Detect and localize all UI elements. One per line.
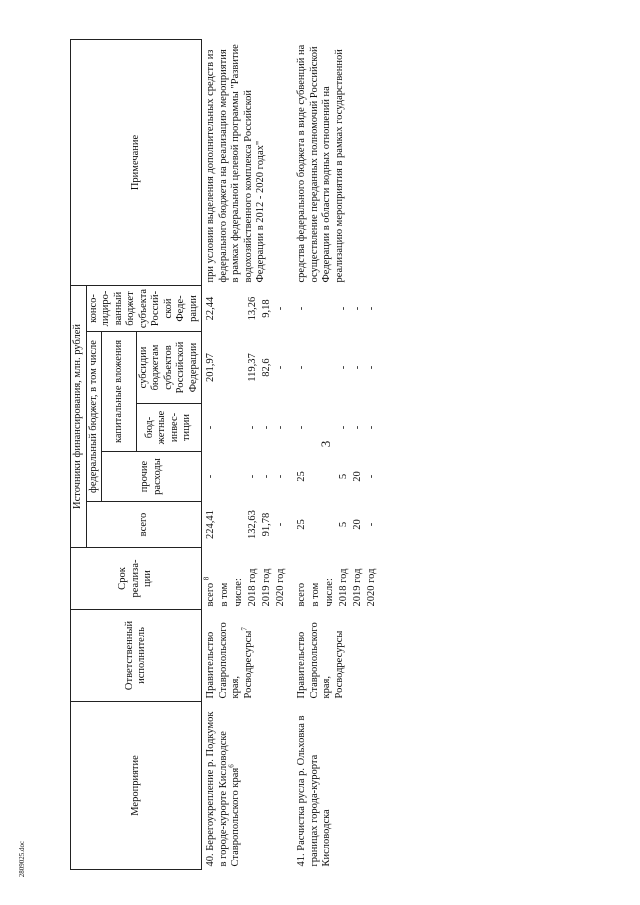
measure-text: 40. Берегоукрепление р. Подкумок в городе-курорте Кисловодске Ставропольского края (205, 711, 241, 867)
value: - (366, 522, 377, 527)
term-line (366, 551, 380, 607)
value: 5 (338, 473, 349, 480)
value: - (275, 522, 286, 527)
footnote-mark: 6 (227, 764, 236, 768)
term-text: 2019 год (261, 568, 272, 607)
value: - (296, 365, 307, 370)
term-text: 2020 год (366, 568, 377, 607)
executor-text: Правительство Ставропольского края, Росводресурсы (296, 622, 345, 699)
header-note: Примечание (71, 39, 202, 285)
value (233, 335, 247, 401)
term-line (310, 551, 324, 607)
table-row (202, 39, 294, 869)
value (219, 455, 233, 499)
value (324, 288, 338, 328)
header-capital: капитальные вложения (102, 332, 137, 452)
term-line (261, 551, 275, 607)
note-cell: при условии выделения дополнительных средств из федерального бюджета на реализацию мероприятия в рамках федеральной целевой программы "Развитие водохозяйственного комплекса Российской Федерации в 2012 - 2020 годах" (202, 39, 294, 285)
value: - (261, 474, 272, 479)
term-cell (293, 548, 384, 610)
value: 82,6 (261, 358, 272, 377)
value: - (366, 365, 377, 370)
value: 20 (352, 471, 363, 482)
value: - (352, 365, 363, 370)
term-line (219, 551, 233, 607)
value: - (275, 474, 286, 479)
term-text: всего (296, 582, 307, 607)
value: - (205, 474, 216, 479)
term-line (338, 551, 352, 607)
term-text: 2018 год (338, 568, 349, 607)
term-line (296, 551, 310, 607)
total-cell (202, 502, 294, 548)
subsidies-cell (202, 332, 294, 404)
value (219, 335, 233, 401)
header-total: всего (86, 502, 202, 548)
header-measure: Мероприятие (71, 702, 202, 870)
value: - (338, 306, 349, 311)
value (310, 335, 324, 401)
executor-cell (293, 610, 384, 702)
value: - (275, 306, 286, 311)
value (324, 455, 338, 499)
table-body (202, 39, 385, 869)
executor-cell (202, 610, 294, 702)
subsidies-cell (293, 332, 384, 404)
header-consolidated: консо- лидиро- ванный бюджет субъекта Россий- ской Феде- рации (86, 285, 202, 331)
page-number: 3 (318, 440, 333, 448)
value (233, 505, 247, 545)
term-text: 2018 год (247, 568, 258, 607)
value: 13,26 (247, 296, 258, 321)
value: 9,18 (261, 299, 272, 318)
term-text: в том (310, 582, 321, 607)
value (219, 505, 233, 545)
rotated-table-container (70, 40, 490, 870)
document-footer-code: 2809025.doc (18, 840, 26, 878)
term-line (247, 551, 261, 607)
value: - (352, 425, 363, 430)
term-cell (202, 548, 294, 610)
value: - (338, 425, 349, 430)
footnote-mark: 7 (240, 627, 248, 631)
value: - (352, 306, 363, 311)
value: - (338, 365, 349, 370)
value (310, 407, 324, 449)
header-sources: Источники финансирования, млн. рублей (71, 285, 87, 547)
value: 119,37 (247, 353, 258, 382)
header-budget-investments: бюд- жетные инвес- тиции (136, 404, 202, 452)
value (219, 407, 233, 449)
total-cell (293, 502, 384, 548)
term-line (202, 551, 219, 607)
measure-cell (202, 702, 294, 870)
value (219, 288, 233, 328)
executor-text: Правительство Ставропольского края, Росводресурсы (205, 622, 254, 699)
term-text: числе: (233, 578, 244, 607)
value: - (205, 425, 216, 430)
term-line (275, 551, 289, 607)
table-row (293, 39, 384, 869)
value (324, 407, 338, 449)
value: 25 (296, 471, 307, 482)
term-text: в том (219, 582, 230, 607)
value (233, 455, 247, 499)
value (310, 288, 324, 328)
footnote-mark: 8 (202, 576, 211, 581)
value: - (261, 425, 272, 430)
budget-inv-cell (202, 404, 294, 452)
value: 20 (352, 519, 363, 530)
value: 132,63 (247, 510, 258, 539)
other-cell (293, 452, 384, 502)
value: - (275, 425, 286, 430)
consolidated-cell (202, 285, 294, 331)
value: 201,97 (205, 353, 216, 382)
value: - (296, 306, 307, 311)
term-line (324, 551, 338, 607)
term-text: 2020 год (275, 568, 286, 607)
note-cell: средства федерального бюджета в виде субвенций на осуществление переданных полномочий Российской Федерации в области водных отношений на реализацию мероприятия в рамках государственной (296, 44, 345, 283)
value: - (247, 474, 258, 479)
value: 22,44 (205, 296, 216, 321)
value: - (296, 425, 307, 430)
term-line (352, 551, 366, 607)
value (310, 505, 324, 545)
value: 5 (338, 521, 349, 528)
value: 224,41 (205, 510, 216, 539)
value: 91,78 (261, 512, 272, 537)
value (324, 505, 338, 545)
value (310, 455, 324, 499)
measure-text: 41. Расчистка русла р. Ольховка в границах города-курорта Кисловодска (296, 715, 332, 867)
header-term: Срок реализа- ции (71, 548, 202, 610)
value: - (366, 474, 377, 479)
other-cell (202, 452, 294, 502)
term-line (233, 551, 247, 607)
value: 25 (296, 519, 307, 530)
consolidated-cell (293, 285, 384, 331)
header-subsidies: субсидии бюджетам субъектов Российской Федерации (136, 332, 202, 404)
value: - (366, 306, 377, 311)
value: - (275, 365, 286, 370)
term-text: всего (205, 582, 216, 607)
value: - (366, 425, 377, 430)
value (233, 288, 247, 328)
value (233, 407, 247, 449)
term-text: числе: (324, 578, 335, 607)
financing-table (70, 39, 384, 870)
header-federal: федеральный бюджет, в том числе (86, 332, 102, 502)
header-other: прочие расходы (102, 452, 202, 502)
measure-cell (293, 702, 384, 870)
budget-inv-cell (293, 404, 384, 452)
value: - (247, 425, 258, 430)
term-text: 2019 год (352, 568, 363, 607)
value (324, 335, 338, 401)
header-executor: Ответственный исполнитель (71, 610, 202, 702)
